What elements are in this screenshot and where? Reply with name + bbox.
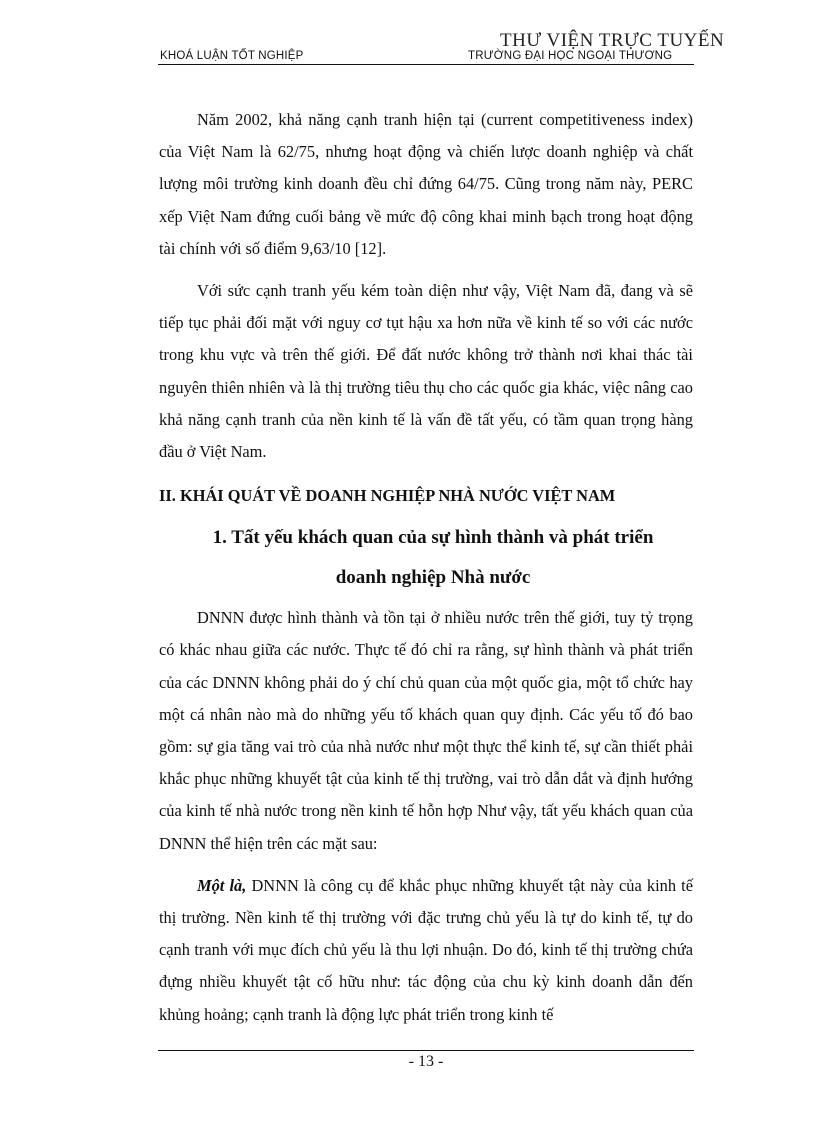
header-thesis-label: KHOÁ LUẬN TỐT NGHIỆP [160,50,304,62]
library-watermark: THƯ VIỆN TRỰC TUYẾN [500,30,725,51]
page-body [159,104,693,1041]
first-reason-text: DNNN là công cụ để khắc phục những khuyết tật này của kinh tế thị trường. Nền kinh tế thị trường với đặc trưng chủ yếu là tự do kinh tế, tự do cạnh tranh với mục đích chủ yếu là thu lợi nhuận. Do đó, kinh tế thị trường chứa đựng nhiều khuyết tật cố hữu như: tác động của chu kỳ kinh doanh dẫn đến khủng hoảng; cạnh tranh là động lực phát triển trong kinh tế [159,875,693,1024]
section-heading: II. KHÁI QUÁT VỀ DOANH NGHIỆP NHÀ NƯỚC VIỆT NAM [159,486,616,506]
footer-divider [158,1050,694,1051]
page-number: - 13 - [408,1053,444,1070]
first-reason-lead: Một là, [197,875,247,895]
paragraph-dnnn-formation: DNNN được hình thành và tồn tại ở nhiều nước trên thế giới, tuy tỷ trọng có khác nhau giữa các nước. Thực tế đó chỉ ra rằng, sự hình thành và phát triển của các DNNN không phải do ý chí chủ quan của một quốc gia, một tổ chức hay một cá nhân nào mà do những yếu tố khách quan quy định. Các yếu tố đó bao gồm: sự gia tăng vai trò của nhà nước như một thực thể kinh tế, sự cần thiết phải khắc phục những khuyết tật của kinh tế thị trường, vai trò dẫn dắt và định hướng của kinh tế nhà nước trong nền kinh tế hỗn hợp Như vậy, tất yếu khách quan của DNNN thể hiện trên các mặt sau: [159,608,693,853]
subsection-heading-line-1: 1. Tất yếu khách quan của sự hình thành và phát triển [212,527,654,549]
paragraph-competitiveness-index: Năm 2002, khả năng cạnh tranh hiện tại (current competitiveness index) của Việt Nam là 62/75, nhưng hoạt động và chiến lược doanh nghiệp và chất lượng môi trường kinh doanh đều chỉ đứng 64/75. Cũng trong năm này, PERC xếp Việt Nam đứng cuối bảng về mức độ công khai minh bạch trong hoạt động tài chính với số điểm 9,63/10 [12]. [159,110,693,258]
subsection-heading-line-2: doanh nghiệp Nhà nước [335,567,531,589]
header-divider [158,64,694,65]
header-university-label: TRƯỜNG ĐẠI HỌC NGOẠI THƯƠNG [468,50,673,62]
paragraph-first-reason [159,870,693,1031]
subsection-heading [159,518,693,598]
paragraph-weak-competitiveness: Với sức cạnh tranh yếu kém toàn diện như vậy, Việt Nam đã, đang và sẽ tiếp tục phải đối mặt với nguy cơ tụt hậu xa hơn nữa về kinh tế so với các nước trong khu vực và trên thế giới. Để đất nước không trở thành nơi khai thác tài nguyên thiên nhiên và là thị trường tiêu thụ cho các quốc gia khác, việc nâng cao khả năng cạnh tranh của nền kinh tế là vấn đề tất yếu, có tầm quan trọng hàng đầu ở Việt Nam. [159,281,693,462]
